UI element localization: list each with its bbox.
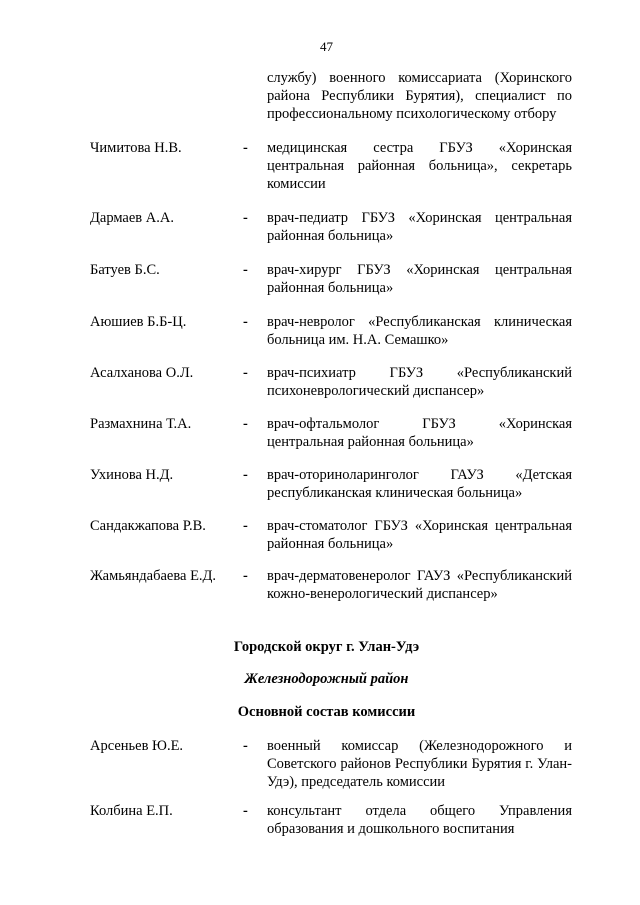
member-name: Арсеньев Ю.Е. <box>90 738 184 754</box>
member-name: Ухинова Н.Д. <box>90 467 174 483</box>
member-name: Чимитова Н.В. <box>90 140 182 156</box>
member-description: врач-хирург ГБУЗ «Хоринская центральная районная больница» <box>267 262 572 296</box>
member-description: врач-психиатр ГБУЗ «Республиканский психоневрологический диспансер» <box>267 365 572 399</box>
composition-heading: Основной состав комиссии <box>237 704 416 720</box>
member-name: Дармаев А.А. <box>90 210 174 226</box>
member-description: врач-оториноларинголог ГАУЗ «Детская республиканская клиническая больница» <box>267 467 572 501</box>
member-dash: - <box>243 140 248 156</box>
member-dash: - <box>243 210 248 226</box>
member-description: врач-дерматовенеролог ГАУЗ «Республиканский кожно-венерологический диспансер» <box>267 568 572 602</box>
member-dash: - <box>243 262 248 278</box>
area-heading: Железнодорожный район <box>244 671 409 687</box>
member-name: Колбина Е.П. <box>90 803 173 819</box>
page-number: 47 <box>320 39 333 54</box>
member-dash: - <box>243 803 248 819</box>
member-name: Размахнина Т.А. <box>90 416 192 432</box>
member-dash: - <box>243 518 248 534</box>
member-description: врач-педиатр ГБУЗ «Хоринская центральная районная больница» <box>267 210 572 244</box>
member-name: Сандакжапова Р.В. <box>90 518 206 534</box>
member-description: военный комиссар (Железнодорожного и Советского районов Республики Бурятия г. Улан-Удэ), председатель комиссии <box>267 738 572 790</box>
member-dash: - <box>243 365 248 381</box>
member-dash: - <box>243 738 248 754</box>
member-dash: - <box>243 467 248 483</box>
member-name: Батуев Б.С. <box>90 262 160 278</box>
member-description: медицинская сестра ГБУЗ «Хоринская центральная районная больница», секретарь комиссии <box>267 140 572 192</box>
member-description: врач-невролог «Республиканская клиническая больница им. Н.А. Семашко» <box>267 314 572 348</box>
member-name: Аюшиев Б.Б-Ц. <box>90 314 187 330</box>
member-description: врач-офтальмолог ГБУЗ «Хоринская центральная районная больница» <box>267 416 572 450</box>
continuation-text: службу) военного комиссариата (Хоринского района Республики Бурятия), специалист по профессиональному психологическому отбору <box>267 70 572 122</box>
member-dash: - <box>243 416 248 432</box>
district-heading: Городской округ г. Улан-Удэ <box>233 639 420 655</box>
member-name: Асалханова О.Л. <box>90 365 194 381</box>
member-dash: - <box>243 314 248 330</box>
member-name: Жамьяндабаева Е.Д. <box>90 568 217 584</box>
member-description: консультант отдела общего Управления образования и дошкольного воспитания <box>267 803 572 837</box>
member-dash: - <box>243 568 248 584</box>
member-description: врач-стоматолог ГБУЗ «Хоринская центральная районная больница» <box>267 518 572 552</box>
